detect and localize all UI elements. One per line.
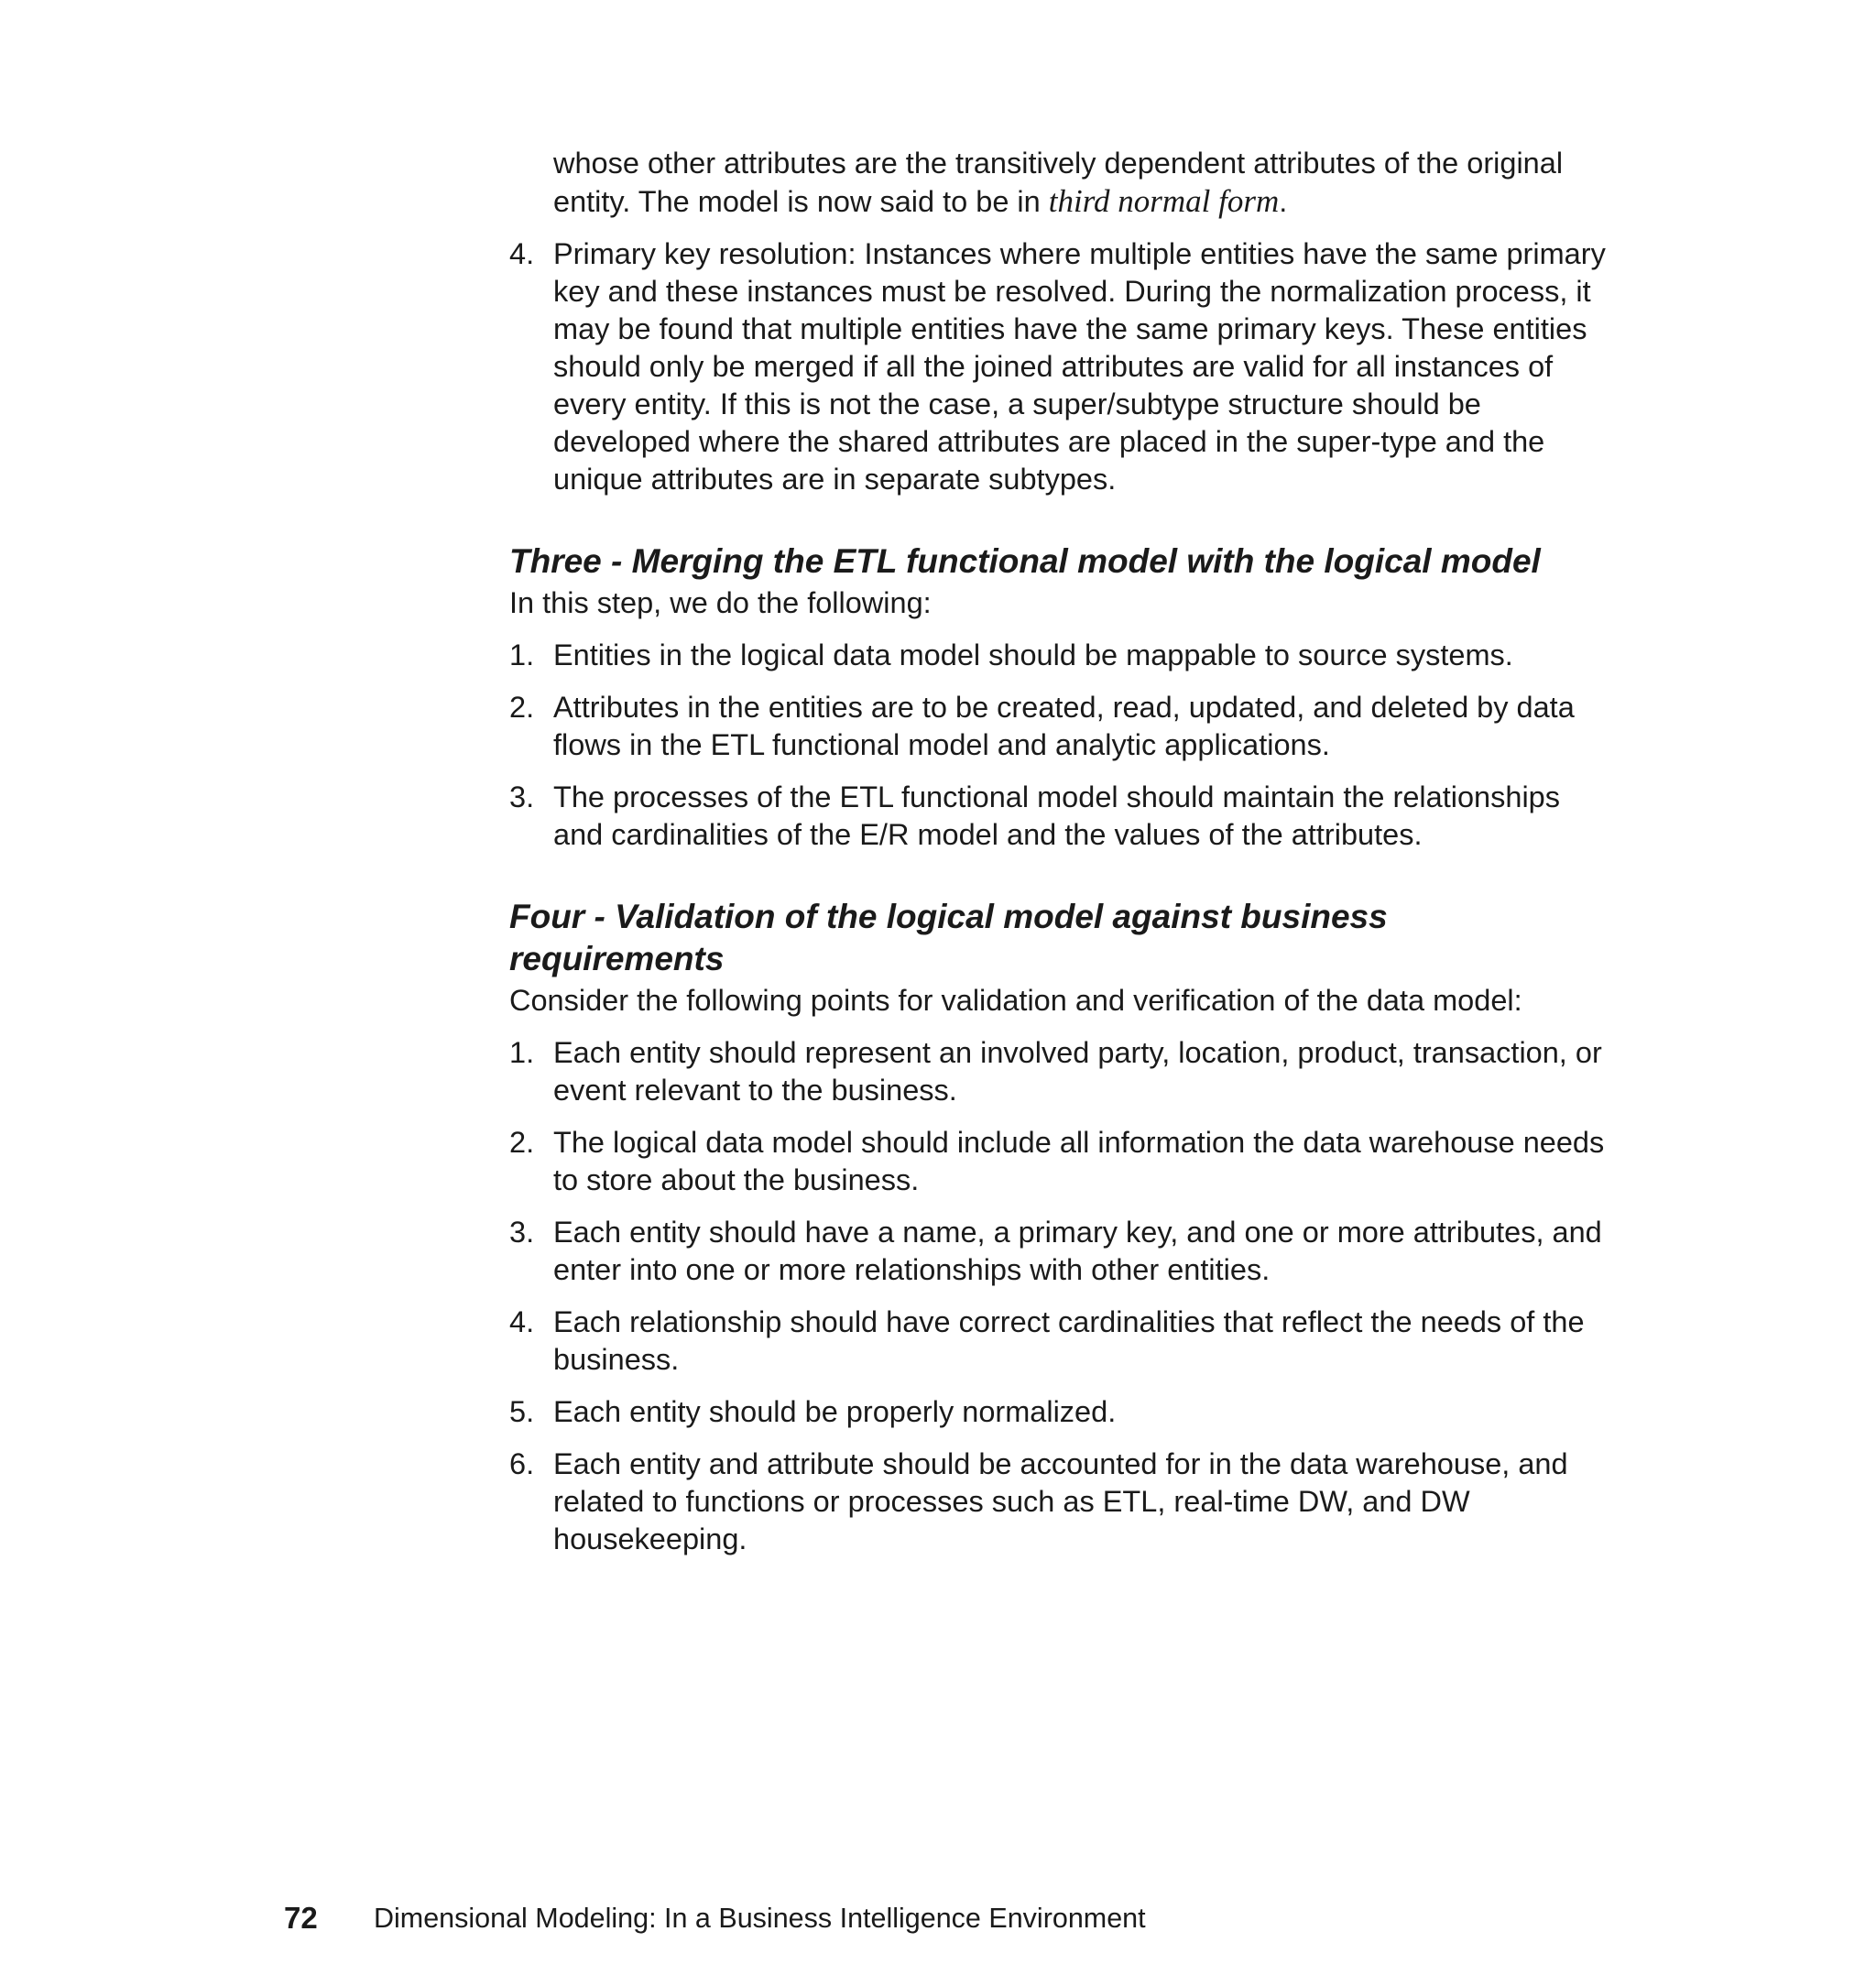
list-text: Entities in the logical data model should be mappable to source systems. (553, 638, 1513, 671)
list-number: 3. (509, 1216, 535, 1249)
list-item (509, 689, 1609, 764)
list-text: Primary key resolution: Instances where multiple entities have the same primary key and these instances must be resolved. During the normalization process, it may be found that multiple entities have the same primary keys. These entities should only be merged if all the joined attributes are valid for all instances of every entity. If this is not the case, a super/subtype structure should be developed where the shared attributes are placed in the super-type and the unique attributes are in separate subtypes. (553, 237, 1606, 496)
continuation-end: . (1279, 185, 1288, 218)
list-number: 1. (509, 638, 535, 671)
section-four-intro: Consider the following points for validation and verification of the data model: (509, 984, 1522, 1017)
list-text: Each entity and attribute should be accounted for in the data warehouse, and related to functions or processes such as ETL, real-time DW, and DW housekeeping. (553, 1447, 1568, 1555)
list-number: 6. (509, 1447, 535, 1480)
list-item (509, 779, 1609, 854)
list-item (509, 1393, 1609, 1431)
third-normal-form-emphasis: third normal form (1048, 183, 1280, 219)
page-footer (284, 1900, 1146, 1937)
list-text: The processes of the ETL functional model should maintain the relationships and cardinalities of the E/R model and the values of the attributes. (553, 780, 1561, 851)
list-item (509, 1124, 1609, 1199)
section-heading-three: Three - Merging the ETL functional model with the logical model (509, 542, 1541, 580)
list-number: 2. (509, 691, 535, 724)
list-number: 5. (509, 1395, 535, 1428)
list-item (509, 1304, 1609, 1379)
section-three-intro: In this step, we do the following: (509, 586, 932, 619)
list-text: The logical data model should include all information the data warehouse needs to store about the business. (553, 1126, 1605, 1196)
list-number: 2. (509, 1126, 535, 1159)
page-body (509, 145, 1609, 1573)
list-number: 3. (509, 780, 535, 813)
list-text: Each entity should be properly normalized. (553, 1395, 1117, 1428)
list-item (509, 637, 1609, 674)
list-text: Attributes in the entities are to be created, read, updated, and deleted by data flows in the ETL functional model and analytic applications. (553, 691, 1575, 761)
list-text: Each relationship should have correct cardinalities that reflect the needs of the business. (553, 1305, 1585, 1376)
section-heading-four: Four - Validation of the logical model against business requirements (509, 898, 1388, 977)
list-item (509, 1446, 1609, 1558)
page-number: 72 (284, 1901, 318, 1935)
book-title: Dimensional Modeling: In a Business Intelligence Environment (374, 1903, 1146, 1934)
list-text: Each entity should have a name, a primary key, and one or more attributes, and enter into one or more relationships with other entities. (553, 1216, 1602, 1286)
list-item (509, 1034, 1609, 1109)
list-number: 1. (509, 1036, 535, 1069)
continuation-paragraph (553, 145, 1609, 221)
list-item (509, 1214, 1609, 1289)
list-item (509, 235, 1609, 498)
continuation-text: whose other attributes are the transitively dependent attributes of the original entity. The model is now said to be in (553, 147, 1564, 218)
list-text: Each entity should represent an involved party, location, product, transaction, or event relevant to the business. (553, 1036, 1602, 1107)
list-number: 4. (509, 1305, 535, 1338)
list-number: 4. (509, 237, 535, 270)
